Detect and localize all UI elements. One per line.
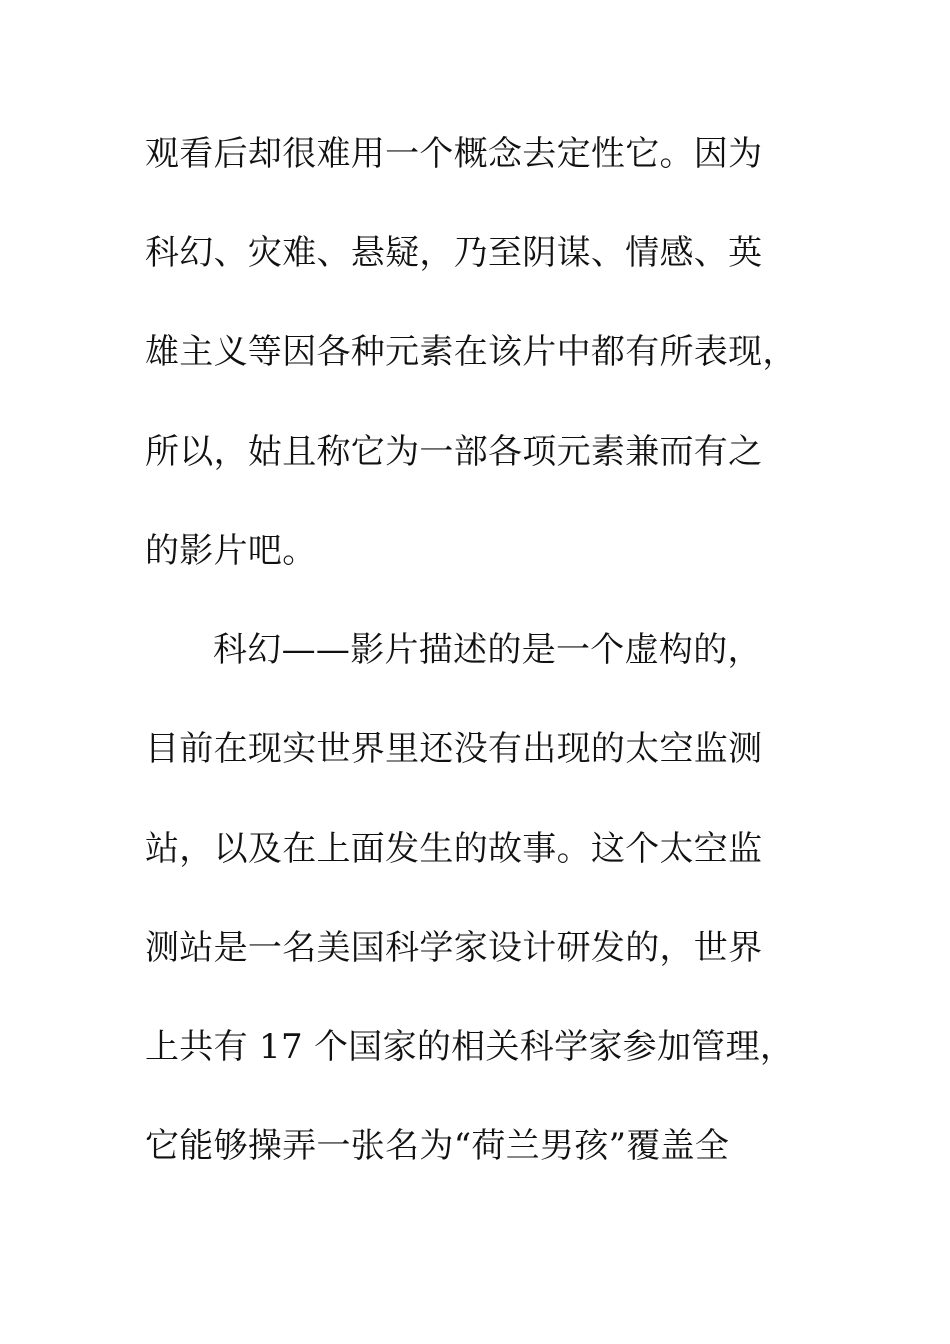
text-line-10: 上共有 17 个国家的相关科学家参加管理， [145,1027,795,1067]
text-line-3: 雄主义等因各种元素在该片中都有所表现， [145,332,797,372]
text-line-7: 目前在现实世界里还没有出现的太空监测 [145,729,763,769]
text-line-2: 科幻、灾难、悬疑，乃至阴谋、情感、英 [145,233,763,273]
text-line-5: 的影片吧。 [145,531,317,571]
text-line-1: 观看后却很难用一个概念去定性它。因为 [145,134,763,174]
text-line-11: 它能够操弄一张名为“荷兰男孩”覆盖全 [145,1126,730,1166]
text-line-4: 所以，姑且称它为一部各项元素兼而有之 [145,432,763,472]
text-line-6-paragraph-start: 科幻——影片描述的是一个虚构的， [213,630,762,670]
text-line-8: 站，以及在上面发生的故事。这个太空监 [145,829,763,869]
text-line-9: 测站是一名美国科学家设计研发的，世界 [145,928,763,968]
